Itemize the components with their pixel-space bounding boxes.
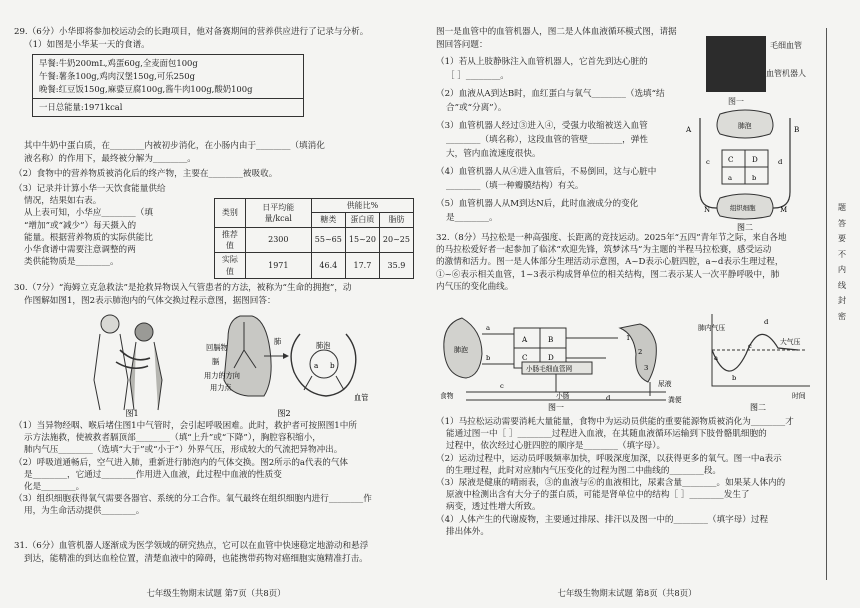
fig2-label: 用力的方向 (204, 371, 240, 380)
q31-line: 是________。 (446, 213, 498, 223)
table-cell: 实际值 (215, 253, 246, 279)
left-page (14, 0, 418, 608)
phys-label: c (500, 382, 504, 390)
fig1-caption: 图1 (125, 409, 139, 418)
pressure-point: a (714, 354, 719, 362)
circ-label: 肺泡 (738, 122, 752, 130)
th-ratio: 供能比% (311, 199, 413, 213)
menu-dinner: 晚餐:红豆饭150g,麻婆豆腐100g,酱牛肉100g,酸奶100g (39, 84, 253, 95)
phys-label: 小肠毛细血管网 (526, 365, 573, 373)
circ-label: M (780, 206, 788, 214)
th-protein: 蛋白质 (345, 213, 379, 227)
phys-label: 尿液 (658, 380, 672, 388)
q29-s3 (14, 183, 204, 268)
q32-line: 排出体外。 (446, 526, 489, 537)
q31-line-a: 31.（6分）血管机器人逐渐成为医学领域的研究热点，它可以在血管中快速稳定地游动和悬浮 (14, 541, 369, 551)
circ-label: A (686, 125, 692, 134)
q32-intro-line: 的马拉松爱好者一起参加了临沭“欢迎先锋，筑梦沭马”为主题的半程马拉松赛，感受运动 (436, 245, 772, 256)
q32-intro-line: 内气压的变化曲线。 (436, 281, 514, 292)
phys-label: 2 (638, 348, 643, 356)
q32-line: 的生理过程，此时对应肺内气压变化的过程为图二中曲线的________段。 (446, 465, 722, 476)
q32-line: 能通过图一中［ ］________过程进入血液，在其随血液循环运输到下肢骨骼肌细胞的 (446, 429, 767, 440)
phys-label: a (486, 324, 491, 332)
table-cell: 46.4 (311, 253, 345, 279)
q32-intro-line: ①~⑥表示相关血管，1~3表示构成肾单位的相关结构，图二表示某人一次平静呼吸中，肺 (436, 269, 780, 280)
seal-char: 线 (837, 279, 847, 290)
phys-label: D (548, 353, 554, 362)
phys-label: 3 (644, 364, 649, 372)
left-footer: 七年级生物期末试题 第7页（共8页） (146, 588, 286, 599)
fig2-label: 回膈物 (206, 343, 228, 352)
phys-fig-caption: 图一 (548, 403, 564, 412)
pressure-figure (698, 304, 818, 412)
q29-s1-text-b: 液名称）的作用下，最终被分解为________。 (24, 154, 196, 164)
q29-s2: （2）食物中的营养物质被消化后的终产物，主要在________被吸收。 (14, 169, 278, 179)
q29-s3-line: 小华食谱中需要注意调整的两 (24, 245, 136, 256)
q32-line: 病变，透过性增大所致。 (446, 502, 541, 513)
phys-label: 食物 (440, 392, 454, 400)
q32-line: （3）尿液是健康的晴雨表，③的血液与⑥的血液相比，尿素含量________。如果某人体内的 (436, 478, 786, 489)
circ-caption: 图二 (737, 223, 753, 232)
table-row (215, 227, 414, 253)
q30-line: 用，为生命活动提供________。 (24, 506, 145, 517)
energy-table (214, 198, 414, 279)
q29-s3-line: 能量。根据营养物质的实际供能比 (24, 232, 153, 243)
q31-line-b: 到达，能精准的到达血栓位置，清楚血液中的障碍，也能携带药物对癌细胞实施精准打击。 (24, 554, 368, 564)
q31-body (436, 56, 698, 226)
table-cell: 15~20 (345, 227, 379, 253)
phys-label: A (522, 335, 528, 344)
menu-total: 一日总能量:1971kcal (33, 98, 303, 114)
q32-line: （4）人体产生的代谢废物，主要通过排尿、排汗以及图一中的________（填字母）过程 (436, 514, 769, 525)
q32-body (436, 416, 818, 538)
fig2-caption: 图2 (277, 409, 291, 418)
seal-char: 要 (837, 233, 847, 244)
q31-line: （2）血液从A到达B时，血红蛋白与氧气________（选填“结 (436, 89, 665, 99)
q31-line: （3）血管机器人经过③进入④，受强力收缩被送入血管 (436, 121, 648, 131)
q31-line: 合”或“分离”）。 (446, 103, 507, 113)
menu-breakfast: 早餐:牛奶200mL,鸡蛋60g,全麦面包100g (39, 58, 198, 68)
q30-intro-b: 作图解如图1，图2表示肺泡内的气体交换过程示意图，据图回答： (24, 296, 276, 306)
menu-box (32, 54, 304, 117)
q32-line: 原液中检测出含有大分子的蛋白质，可能是肾单位中的结构［ ］________发生了 (446, 490, 750, 501)
phys-label: B (548, 335, 554, 344)
phys-label: 小肠 (556, 392, 570, 400)
q32-intro-line: 的激情和活力。图一是人体部分生理活动示意图，A~D表示心脏四腔，a~d表示生理过程， (436, 257, 784, 268)
th-category: 类别 (215, 199, 246, 228)
pressure-ylabel: 肺内气压 (698, 324, 726, 332)
table-cell: 55~65 (311, 227, 345, 253)
fig2-label: 血管 (354, 393, 369, 402)
fig2-label: 膈 (212, 357, 220, 366)
q30-line: 示方法施救，使被救者膈顶部________（填“上升”或“下降”），胸腔容积缩小， (24, 433, 321, 444)
phys-label: 粪便 (668, 396, 682, 404)
q29-intro: 29.（6分）小华即将参加校运动会的长跑项目，他对备赛期间的营养供应进行了记录与分析。 (14, 27, 369, 37)
seal-char: 答 (837, 217, 847, 228)
circ-label: a (728, 174, 733, 182)
seal-char: 内 (837, 264, 847, 275)
th-fat: 脂肪 (379, 213, 413, 227)
q32-line: （1）马拉松运动需要消耗大量能量，食物中为运动员供能的重要能源物质被消化为________才 (436, 417, 794, 427)
q30-line: （2）呼吸道通畅后，空气进入肺，重新进行肺泡内的气体交换。图2所示的a代表的气体 (14, 457, 349, 468)
phys-label: d (606, 394, 611, 402)
fig2-label: 肺泡 (316, 341, 331, 350)
q29-s1-text-a: 其中牛奶中蛋白质，在________内被初步消化，在小肠内由于________（填消化 (24, 141, 325, 151)
circ-label: d (778, 158, 783, 166)
circ-label: c (706, 158, 710, 166)
pressure-point: d (764, 318, 769, 326)
q29-s3-line: “增加”或“减少”）每天摄入的 (24, 220, 137, 231)
circ-label: B (794, 125, 800, 134)
fig2-label: b (330, 361, 335, 370)
photo-caption: 图一 (728, 97, 744, 106)
photo-label: 血管机器人 (766, 69, 806, 78)
pressure-point: b (732, 374, 737, 382)
q32-line: 过程中，依次经过心脏四腔的顺序是________（填字母）。 (446, 441, 666, 452)
seal-char: 封 (837, 295, 847, 306)
q29-s3-line: 从上表可知，小华应________（填 (24, 208, 153, 219)
q31-line: ［ ］________。 (446, 71, 509, 81)
fig2-label: a (314, 361, 319, 370)
q30-line: 肺内气压________（选填“大于”或“小于”）外界气压，形成较大的气流把异物冲出。 (24, 445, 343, 456)
circ-label: C (728, 155, 734, 164)
q30-line: 是________，它通过________作用进入血液，此过程中血液的性质变 (24, 469, 282, 480)
pressure-point: c (748, 342, 752, 350)
pressure-fig-caption: 图二 (750, 403, 766, 412)
table-cell: 2300 (245, 227, 311, 253)
q29-s3-line: 类供能物质是________。 (24, 257, 119, 268)
q31-line: 大，管内血流速度很快。 (446, 149, 541, 159)
circ-label: b (752, 174, 757, 182)
q29-s1: （1）如图是小华某一天的食谱。 (24, 40, 150, 50)
table-row (215, 253, 414, 279)
table-cell: 20~25 (379, 227, 413, 253)
phys-label: 肺泡 (454, 346, 468, 354)
q31-intro-a: 图一是血管中的血管机器人，图二是人体血液循环模式图，请据 (436, 27, 677, 37)
circulation-figure (680, 108, 810, 232)
circ-label: N (704, 206, 711, 214)
menu-lunch: 午餐:薯条100g,鸡肉汉堡150g,可乐250g (39, 71, 195, 82)
q32-intro (436, 232, 818, 293)
q30-line: （1）当异物经咽、喉后堵住图1中气管时，会引起呼吸困难。此时，救护者可按照图1中所 (14, 421, 357, 431)
seal-line (826, 28, 827, 580)
q29-s3-line: 情况，结果如右表。 (24, 196, 102, 207)
q30-body (14, 420, 418, 518)
q31-intro-b: 图回答问题： (436, 40, 488, 50)
th-energy: 日平均能量/kcal (245, 199, 311, 228)
q30-intro-a: 30.（7分）“海姆立克急救法”是抢救异物误入气管患者的方法，被称为“生命的拥抱”，动 (14, 283, 352, 293)
table-cell: 1971 (245, 253, 311, 279)
pressure-curve-label: 大气压 (780, 338, 801, 346)
alveoli-figure (204, 310, 374, 418)
right-footer: 七年级生物期末试题 第8页（共8页） (557, 588, 697, 599)
seal-char: 密 (837, 311, 847, 322)
q30-line: （3）组织细胞获得氧气需要各器官、系统的分工合作。氧气最终在组织细胞内进行________作 (14, 494, 372, 505)
q31-line: （5）血管机器人从M到达N后，此时血液成分的变化 (436, 199, 639, 209)
q31-line: ________（填名称），这段血管的管壁________，弹性 (446, 135, 648, 145)
seal-char: 题 (837, 202, 847, 212)
q32-intro-line: 32.（8分）马拉松是一种高强度、长距离的竞技运动。2025年“五四”青年节之际，来自各地 (436, 233, 787, 243)
circ-label: 组织细胞 (730, 204, 756, 212)
phys-label: 1 (626, 334, 631, 342)
q32-line: （2）运动过程中，运动员呼吸频率加快，呼吸深度加深，以获得更多的氧气。图一中a表示 (436, 453, 782, 464)
physiology-figure (436, 304, 686, 412)
circ-label: D (752, 155, 758, 164)
phys-label: C (522, 353, 528, 362)
pressure-xlabel: 时间 (792, 392, 806, 400)
phys-label: b (486, 354, 491, 362)
q29-s3-line: （3）记录并计算小华一天饮食能量供给 (14, 184, 166, 194)
q31-line: ________（填一种瓣膜结构）有关。 (446, 181, 584, 191)
table-cell: 推荐值 (215, 227, 246, 253)
table-cell: 35.9 (379, 253, 413, 279)
fig2-label: 肺 (274, 337, 282, 346)
q30-line: 化是________。 (24, 482, 85, 493)
robot-photo (706, 36, 766, 92)
q31-line: （4）血管机器人从④进入血管后，不易倒回，这与心脏中 (436, 167, 657, 177)
seal-text (836, 200, 848, 325)
seal-char: 不 (837, 248, 847, 259)
fig2-label: 用力点 (210, 383, 232, 392)
q31-line: （1）若从上肢静脉注入血管机器人，它首先到达心脏的 (436, 57, 648, 67)
heimlich-figure (70, 310, 194, 418)
photo-label: 毛细血管 (770, 41, 802, 50)
table-cell: 17.7 (345, 253, 379, 279)
th-carb: 糖类 (311, 213, 345, 227)
